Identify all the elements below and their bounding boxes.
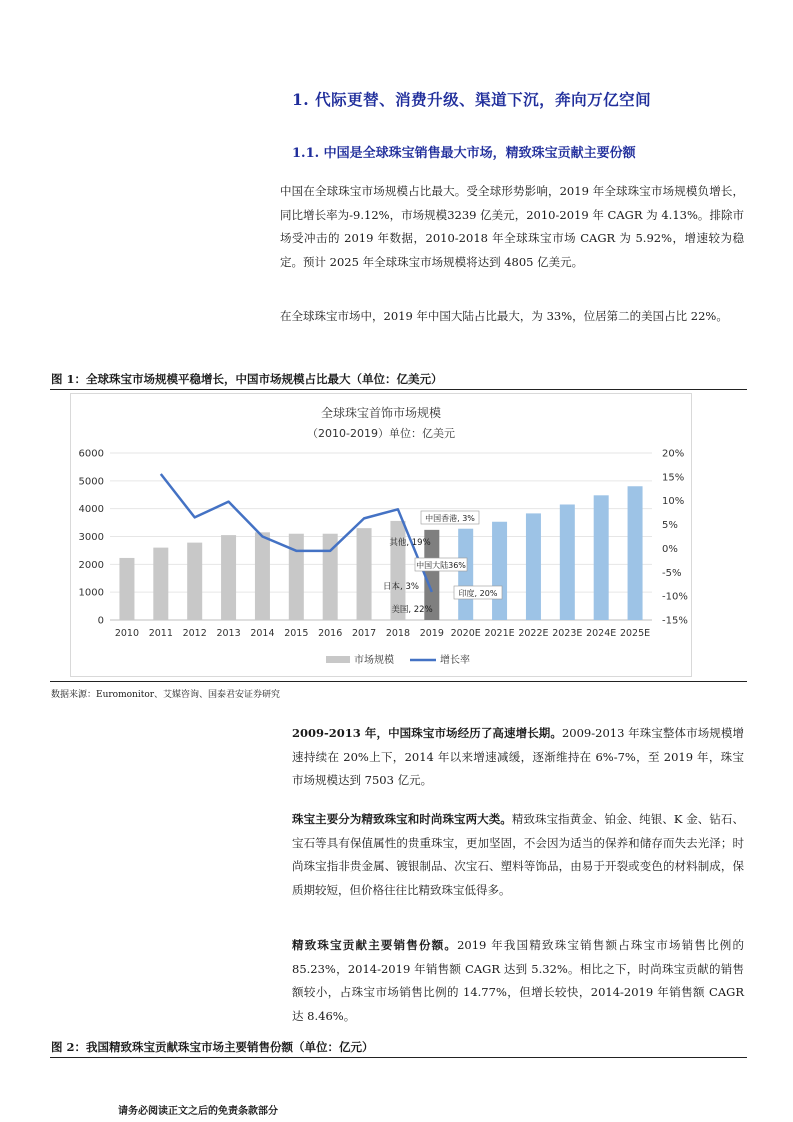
- x-tick-label: 2022E: [518, 628, 549, 639]
- x-tick-label: 2019: [419, 628, 444, 639]
- bar-2014: [255, 532, 270, 620]
- paragraph-4-lead: 珠宝主要分为精致珠宝和时尚珠宝两大类。: [292, 812, 512, 826]
- figure-1-source: 数据来源：Euromonitor、艾媒咨询、国泰君安证券研究: [51, 690, 281, 700]
- bar-2021E: [492, 522, 507, 620]
- y2-tick-label: 5%: [662, 520, 678, 532]
- y-tick-label: 2000: [78, 559, 104, 571]
- svg-text:日本, 3%: 日本, 3%: [383, 582, 419, 592]
- paragraph-3-body: 2009-2013 年珠宝整体市场规模增速持续在 20%上下，2014 年以来增速减缓，逐渐维持在 6%-7%，至 2019 年，珠宝市场规模达到 7503 亿元。: [292, 726, 744, 787]
- figure-1-title: 图 1：全球珠宝市场规模平稳增长，中国市场规模占比最大（单位：亿美元）: [51, 372, 443, 386]
- y2-tick-label: -5%: [662, 567, 682, 579]
- disclaimer-footer: 请务必阅读正文之后的免责条款部分: [118, 1106, 278, 1117]
- svg-text:其他, 19%: 其他, 19%: [389, 538, 431, 548]
- figure-2-title: 图 2：我国精致珠宝贡献珠宝市场主要销售份额（单位：亿元）: [51, 1040, 374, 1054]
- market-size-chart: [70, 393, 692, 677]
- paragraph-3: [292, 722, 744, 793]
- bar-2020E: [458, 529, 473, 620]
- annotation-us: [391, 604, 432, 615]
- bar-2023E: [560, 504, 575, 620]
- y-tick-label: 4000: [78, 504, 104, 516]
- paragraph-5-lead: 精致珠宝贡献主要销售份额。: [292, 938, 458, 952]
- x-tick-label: 2013: [216, 628, 241, 639]
- svg-text:中国香港, 3%: 中国香港, 3%: [425, 514, 475, 523]
- legend-swatch-bar: [326, 656, 350, 663]
- y2-tick-label: 15%: [662, 472, 685, 484]
- figure-2-top-rule: [50, 1057, 747, 1058]
- bar-2022E: [526, 513, 541, 620]
- x-tick-label: 2010: [114, 628, 140, 639]
- x-tick-label: 2011: [148, 628, 173, 639]
- svg-text:印度, 20%: 印度, 20%: [458, 589, 498, 598]
- x-tick-label: 2021E: [484, 628, 515, 639]
- bar-2024E: [594, 495, 609, 620]
- annotation-mainland: [415, 558, 467, 571]
- y-tick-label: 6000: [78, 448, 104, 460]
- x-tick-label: 2012: [182, 628, 207, 639]
- y-tick-label: 3000: [78, 532, 104, 543]
- x-tick-label: 2025E: [619, 628, 651, 639]
- bar-2015: [289, 534, 304, 620]
- x-tick-label: 2016: [318, 628, 343, 639]
- figure-1-bottom-rule: [50, 681, 747, 682]
- annotation-japan: [383, 581, 419, 592]
- y-tick-label: 0: [97, 615, 104, 627]
- paragraph-4-body: 精致珠宝指黄金、铂金、纯银、K 金、钻石、宝石等具有保值属性的贵重珠宝，更加坚固，不会因为适当的保养和储存而失去光泽；时尚珠宝指非贵金属、镀银制品、次宝石、塑料等饰品，由易于开裂或变色的材料制成，保质期较短，但价格往往比精致珠宝低得多。: [292, 812, 744, 897]
- x-tick-label: 2014: [250, 628, 275, 639]
- y2-tick-label: -10%: [662, 591, 688, 603]
- bar-2012: [187, 543, 202, 620]
- annotation-india: [454, 586, 502, 599]
- x-tick-label: 2024E: [586, 628, 617, 639]
- legend-label-bar: 市场规模: [354, 655, 394, 666]
- paragraph-4: [292, 808, 744, 902]
- paragraph-3-lead: 2009-2013 年，中国珠宝市场经历了高速增长期。: [292, 726, 562, 740]
- x-tick-label: 2020E: [450, 628, 481, 639]
- y2-tick-label: 20%: [662, 448, 685, 460]
- annotation-other: [389, 537, 430, 548]
- bar-2025E: [628, 486, 643, 620]
- chart-title: 全球珠宝首饰市场规模: [320, 406, 442, 420]
- subsection-heading: 1.1. 中国是全球珠宝销售最大市场，精致珠宝贡献主要份额: [292, 146, 636, 161]
- paragraph-5-body: 2019 年我国精致珠宝销售额占珠宝市场销售比例的 85.23%，2014-2019 年销售额 CAGR 达到 5.32%。相比之下，时尚珠宝贡献的销售额较小，占珠宝市场销售比例的 14.77%，但增长较快，2014-2019 年销售额 CAGR 达 8.46%。: [292, 938, 745, 1023]
- y2-tick-label: -15%: [662, 615, 688, 627]
- svg-text:中国大陆36%: 中国大陆36%: [416, 561, 466, 570]
- x-tick-label: 2018: [385, 628, 411, 639]
- paragraph-1: 中国在全球珠宝市场规模占比最大。受全球形势影响，2019 年全球珠宝市场规模负增长，同比增长率为-9.12%，市场规模3239 亿美元，2010-2019 年 CAGR 为 4.13%。排除市场受冲击的 2019 年数据，2010-2018 年全球珠宝市场 CAGR 为 5.92%，增速较为稳定。预计 2025 年全球珠宝市场规模将达到 4805 亿美元。: [280, 184, 744, 269]
- x-tick-label: 2023E: [552, 628, 583, 639]
- paragraph-2: 在全球珠宝市场中，2019 年中国大陆占比最大，为 33%，位居第二的美国占比 22%。: [280, 309, 728, 323]
- bar-2017: [357, 528, 372, 620]
- paragraph-5: [292, 934, 744, 1028]
- x-tick-label: 2017: [351, 628, 377, 639]
- y-tick-label: 1000: [78, 587, 104, 599]
- annotation-hk: [421, 511, 479, 524]
- svg-text:美国, 22%: 美国, 22%: [391, 605, 433, 615]
- bar-2013: [221, 535, 236, 620]
- y2-tick-label: 10%: [662, 496, 685, 508]
- bar-2011: [153, 548, 168, 620]
- bar-2010: [119, 558, 134, 620]
- figure-1-top-rule: [50, 389, 747, 390]
- section-heading: 1. 代际更替、消费升级、渠道下沉，奔向万亿空间: [292, 90, 652, 109]
- legend-label-line: 增长率: [440, 655, 470, 666]
- y-tick-label: 5000: [78, 476, 104, 488]
- x-tick-label: 2015: [284, 628, 309, 639]
- chart-subtitle: （2010-2019）单位：亿美元: [307, 427, 455, 440]
- y2-tick-label: 0%: [662, 543, 678, 555]
